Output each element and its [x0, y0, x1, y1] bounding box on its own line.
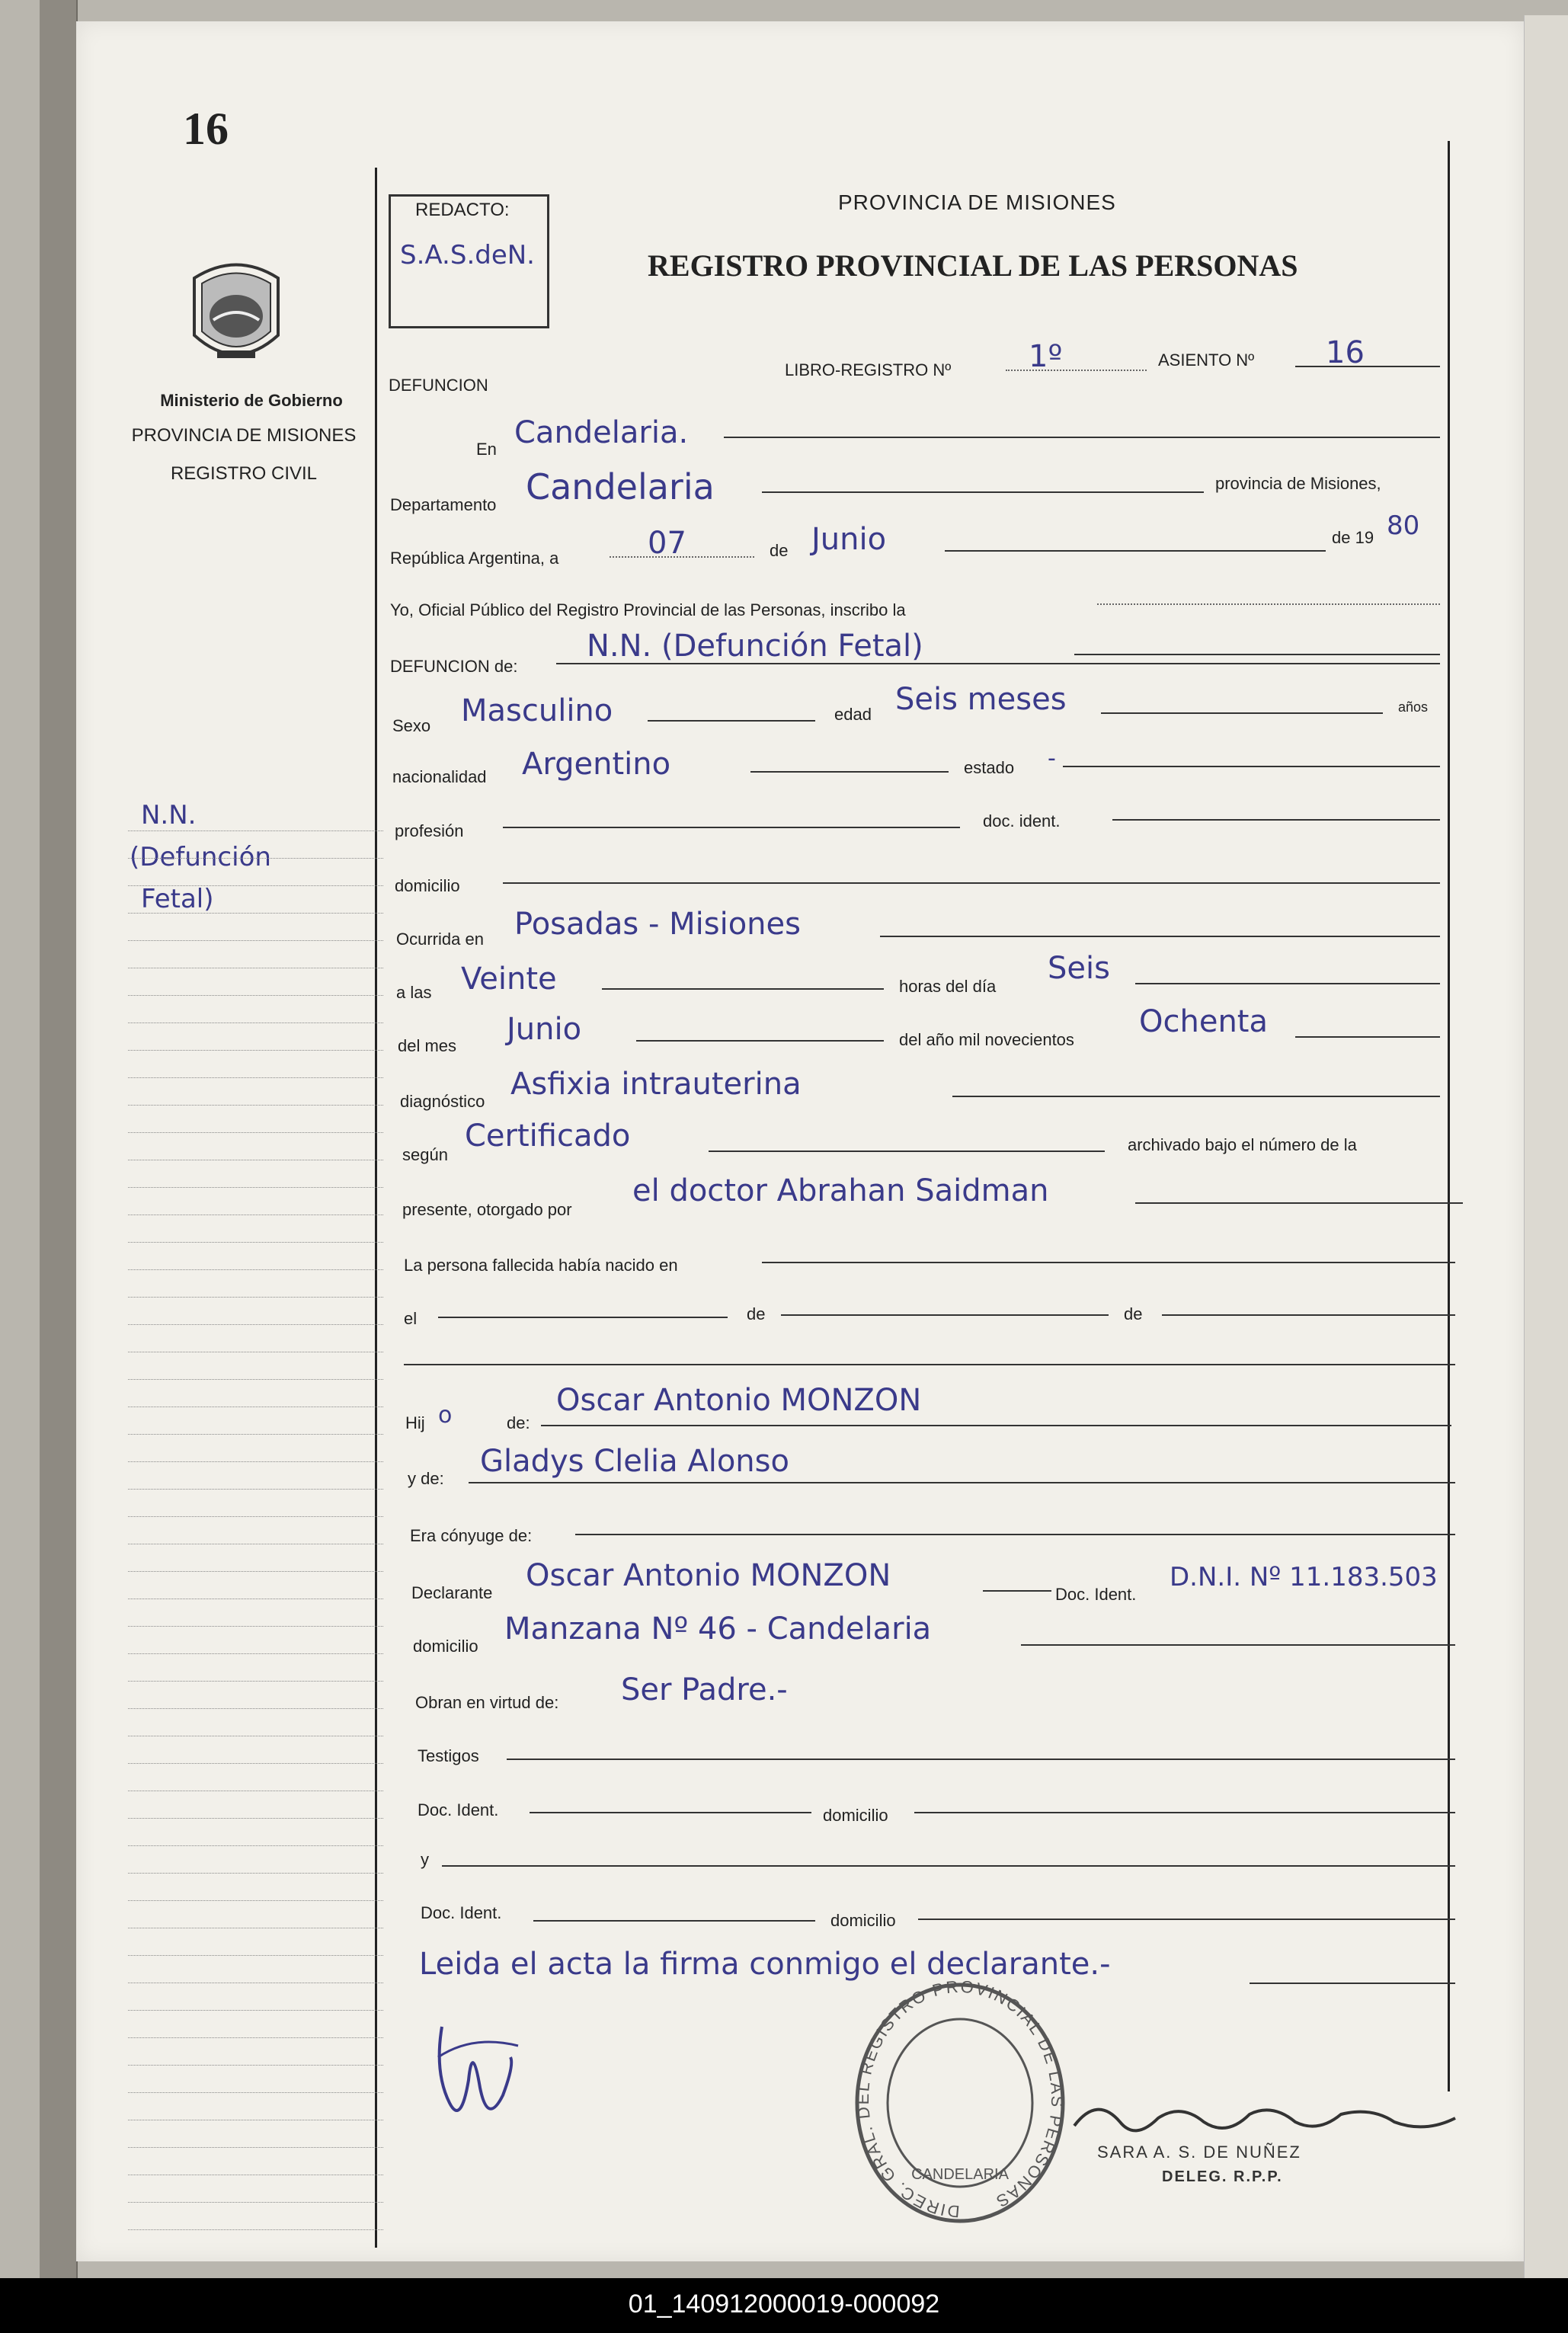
- separator-line: [404, 1364, 1455, 1365]
- padre-value: Oscar Antonio MONZON: [556, 1383, 922, 1418]
- en-label: En: [476, 440, 497, 459]
- hijo-suffix: o: [438, 1402, 453, 1429]
- closing-line: [1250, 1983, 1455, 1984]
- declarante-line: [983, 1590, 1051, 1592]
- obran-value: Ser Padre.-: [621, 1672, 788, 1707]
- en-line: [724, 437, 1440, 438]
- margin-rule: [128, 1461, 383, 1462]
- margin-rule: [128, 2202, 383, 2203]
- de2-line: [1162, 1314, 1455, 1316]
- margin-rule: [128, 885, 383, 886]
- margin-rule: [128, 2010, 383, 2011]
- margin-rule: [128, 858, 383, 859]
- domicilio3-label: domicilio: [823, 1806, 888, 1825]
- margin-rule: [128, 1845, 383, 1846]
- y-label: y: [421, 1850, 429, 1869]
- diagnostico-line: [952, 1096, 1440, 1097]
- ocurrida-label: Ocurrida en: [396, 930, 484, 949]
- margin-rule: [128, 1708, 383, 1709]
- margin-note-line-3: Fetal): [141, 884, 214, 914]
- declarante-label: Declarante: [411, 1583, 493, 1602]
- de19-label: de 19: [1332, 528, 1374, 547]
- republica-label: República Argentina, a: [390, 549, 559, 568]
- domicilio3-line: [914, 1812, 1455, 1813]
- presente-line: [1135, 1202, 1463, 1204]
- padre-line: [541, 1425, 1451, 1426]
- footer-id: 01_140912000019-000092: [628, 2290, 940, 2319]
- nacionalidad-line: [750, 771, 949, 773]
- archivado-label: archivado bajo el número de la: [1128, 1135, 1357, 1154]
- left-province-label: PROVINCIA DE MISIONES: [131, 425, 357, 446]
- domicilio2-label: domicilio: [413, 1637, 478, 1656]
- margin-rule: [128, 1955, 383, 1956]
- margin-rule: [128, 830, 383, 831]
- margin-rule: [128, 1489, 383, 1490]
- libro-label: LIBRO-REGISTRO Nº: [785, 360, 952, 379]
- diagnostico-value: Asfixia intrauterina: [510, 1067, 802, 1102]
- horas-line: [1135, 983, 1440, 984]
- yo-oficial-line: [1097, 603, 1440, 605]
- edad-value: Seis meses: [895, 682, 1067, 717]
- domicilio4-line: [918, 1919, 1455, 1920]
- en-value: Candelaria.: [514, 415, 689, 450]
- presente-label: presente, otorgado por: [402, 1200, 572, 1219]
- page-stack-edge: [1524, 15, 1568, 2278]
- el-line: [438, 1317, 728, 1318]
- stamp-center-text: CANDELARIA: [911, 2166, 1009, 2183]
- del-mes-line: [636, 1040, 884, 1042]
- libro-value: 1º: [1029, 339, 1063, 374]
- margin-rule: [128, 940, 383, 941]
- yo-oficial-text: Yo, Oficial Público del Registro Provincial de las Personas, inscribo la: [390, 600, 906, 619]
- del-anio-label: del año mil novecientos: [899, 1030, 1074, 1049]
- mes-value: Junio: [811, 522, 887, 557]
- anos-label: años: [1398, 699, 1429, 715]
- margin-rule: [128, 1626, 383, 1627]
- book-spine: [40, 0, 78, 2278]
- page-number: 16: [183, 104, 229, 154]
- margin-rule: [128, 1571, 383, 1572]
- margin-rule: [128, 1818, 383, 1819]
- nacionalidad-value: Argentino: [522, 747, 671, 782]
- del-anio-line: [1295, 1036, 1440, 1038]
- dia-value: 07: [648, 526, 686, 561]
- domicilio4-label: domicilio: [830, 1911, 896, 1930]
- ocurrida-line: [880, 936, 1440, 937]
- asiento-line: [1295, 366, 1440, 367]
- y-line: [442, 1865, 1455, 1867]
- margin-rule: [128, 1379, 383, 1380]
- provincial-seal-icon: [183, 251, 290, 373]
- margin-rule: [128, 2037, 383, 2038]
- margin-rule: [128, 995, 383, 996]
- margin-rule: [128, 1022, 383, 1023]
- margin-rule: [128, 2229, 383, 2230]
- registro-civil-label: REGISTRO CIVIL: [170, 463, 318, 484]
- conyuge-line: [575, 1534, 1455, 1535]
- presente-value: el doctor Abrahan Saidman: [632, 1173, 1049, 1208]
- margin-rule: [128, 2092, 383, 2093]
- ocurrida-value: Posadas - Misiones: [514, 907, 801, 942]
- margin-rule: [128, 1050, 383, 1051]
- province-title: PROVINCIA DE MISIONES: [838, 190, 1116, 214]
- segun-line: [709, 1150, 1105, 1152]
- testigos-line: [507, 1759, 1455, 1760]
- margin-rule: [128, 1132, 383, 1133]
- right-column-border: [1448, 141, 1450, 2091]
- registry-stamp: [850, 1977, 1070, 2229]
- margin-rule: [128, 1873, 383, 1874]
- madre-value: Gladys Clelia Alonso: [480, 1444, 789, 1479]
- segun-value: Certificado: [465, 1118, 631, 1154]
- margin-rule: [128, 1681, 383, 1682]
- closing-text: Leida el acta la firma conmigo el declarante.-: [419, 1947, 1111, 1982]
- de2-label: de: [1124, 1304, 1143, 1323]
- domicilio-line: [503, 882, 1440, 884]
- edad-label: edad: [834, 705, 872, 724]
- estado-line: [1063, 766, 1440, 767]
- margin-rule: [128, 1077, 383, 1078]
- oficial-signature: [1067, 2088, 1463, 2149]
- horas-value: Seis: [1048, 951, 1110, 986]
- departamento-label: Departamento: [390, 495, 497, 514]
- nacido-label: La persona fallecida había nacido en: [404, 1256, 678, 1275]
- hijo-de-label: de:: [507, 1413, 530, 1432]
- horas-label: horas del día: [899, 977, 997, 996]
- el-label: el: [404, 1309, 418, 1328]
- conyuge-label: Era cónyuge de:: [410, 1526, 533, 1545]
- redacto-value: S.A.S.deN.: [400, 240, 535, 270]
- margin-rule: [128, 1187, 383, 1188]
- margin-note-line-2: (Defunción: [130, 842, 271, 872]
- sexo-line: [648, 720, 815, 722]
- profesion-line: [503, 827, 960, 828]
- del-anio-value: Ochenta: [1139, 1004, 1268, 1039]
- madre-line: [469, 1482, 1455, 1483]
- redacto-label: REDACTO:: [415, 200, 510, 220]
- margin-rule: [128, 1516, 383, 1517]
- estado-value: -: [1048, 745, 1056, 772]
- margin-rule: [128, 1900, 383, 1901]
- margin-rule: [128, 1653, 383, 1654]
- doc-ident-label: doc. ident.: [983, 811, 1061, 830]
- mes-line: [945, 550, 1326, 552]
- de1-label: de: [747, 1304, 766, 1323]
- doc-label: Doc. Ident.: [1055, 1585, 1137, 1604]
- anio-value: 80: [1387, 510, 1420, 541]
- diagnostico-label: diagnóstico: [400, 1092, 485, 1111]
- profesion-label: profesión: [395, 821, 464, 840]
- doc-value: D.N.I. Nº 11.183.503: [1170, 1562, 1438, 1592]
- defuncion-de-label: DEFUNCION de:: [390, 657, 518, 676]
- domicilio2-value: Manzana Nº 46 - Candelaria: [504, 1611, 932, 1647]
- a-las-line: [602, 988, 884, 990]
- y-de-label: y de:: [408, 1469, 444, 1488]
- margin-note-line-1: N.N.: [141, 800, 197, 830]
- del-mes-value: Junio: [507, 1012, 582, 1047]
- asiento-value: 16: [1326, 335, 1365, 370]
- margin-rule: [128, 2147, 383, 2148]
- registry-title: REGISTRO PROVINCIAL DE LAS PERSONAS: [648, 248, 1298, 283]
- asiento-label: ASIENTO Nº: [1158, 350, 1255, 370]
- ministerio-label: Ministerio de Gobierno: [160, 391, 343, 410]
- declarante-value: Oscar Antonio MONZON: [526, 1558, 891, 1593]
- sexo-value: Masculino: [461, 693, 613, 728]
- doc-ident1-label: Doc. Ident.: [418, 1800, 499, 1819]
- de-label: de: [770, 541, 789, 560]
- defuncion-label: DEFUNCION: [389, 376, 488, 395]
- margin-rule: [128, 1324, 383, 1325]
- nacionalidad-label: nacionalidad: [392, 767, 487, 786]
- obran-label: Obran en virtud de:: [415, 1693, 559, 1712]
- del-mes-label: del mes: [398, 1036, 457, 1055]
- de1-line: [781, 1314, 1109, 1316]
- provincia-suffix: provincia de Misiones,: [1215, 474, 1381, 493]
- nacido-line: [762, 1262, 1455, 1263]
- margin-rule: [128, 1269, 383, 1270]
- domicilio2-line: [1021, 1644, 1455, 1646]
- doc-ident2-line: [533, 1920, 815, 1922]
- edad-line: [1101, 712, 1383, 714]
- margin-rule: [128, 1297, 383, 1298]
- departamento-line: [762, 491, 1204, 493]
- margin-rule: [128, 1434, 383, 1435]
- a-las-value: Veinte: [461, 962, 557, 997]
- doc-ident-line: [1112, 819, 1440, 821]
- defuncion-de-value: N.N. (Defunción Fetal): [587, 629, 923, 664]
- hijo-label: Hij: [405, 1413, 425, 1432]
- declarante-signature: [427, 2011, 526, 2133]
- sexo-label: Sexo: [392, 716, 431, 735]
- a-las-label: a las: [396, 983, 432, 1002]
- defuncion-de-line-2: [556, 663, 1440, 664]
- margin-rule: [128, 2065, 383, 2066]
- testigos-label: Testigos: [418, 1746, 479, 1765]
- left-column-border: [375, 168, 377, 2248]
- libro-line: [1006, 370, 1147, 371]
- oficial-name: SARA A. S. DE NUÑEZ: [1097, 2143, 1301, 2162]
- departamento-value: Candelaria: [526, 466, 715, 507]
- domicilio-label: domicilio: [395, 876, 460, 895]
- doc-ident2-label: Doc. Ident.: [421, 1903, 502, 1922]
- oficial-title: DELEG. R.P.P.: [1162, 2168, 1283, 2185]
- segun-label: según: [402, 1145, 448, 1164]
- estado-label: estado: [964, 758, 1015, 777]
- stamp-text: DIREC. GRAL. DEL REGISTRO PROVINCIAL DE LAS PERSONAS: [853, 1977, 1067, 2222]
- margin-rule: [128, 1242, 383, 1243]
- doc-ident1-line: [530, 1812, 811, 1813]
- margin-rule: [128, 1763, 383, 1764]
- defuncion-de-line: [1074, 654, 1440, 655]
- margin-rule: [128, 913, 383, 914]
- margin-rule: [128, 1105, 383, 1106]
